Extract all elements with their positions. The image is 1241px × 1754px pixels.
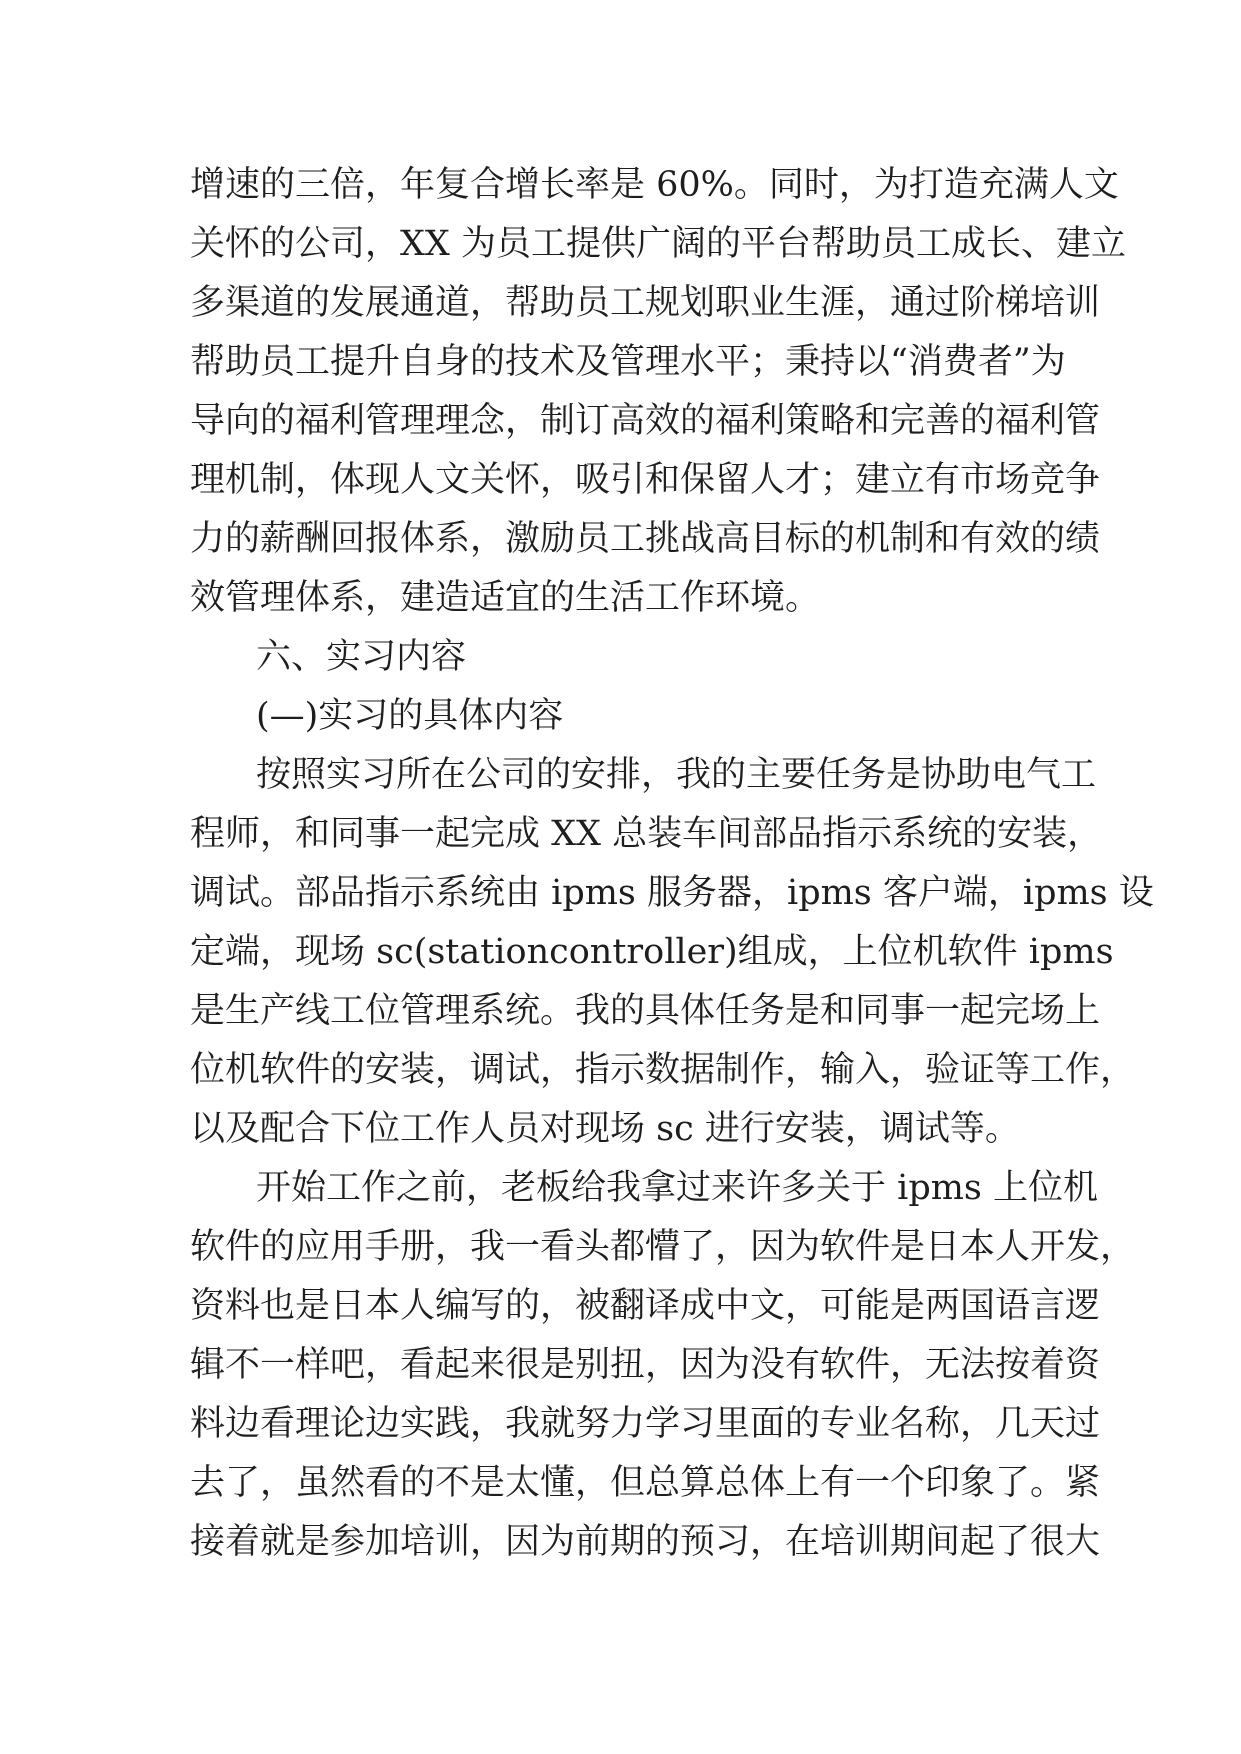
text-line: 增速的三倍，年复合增长率是 60%。同时，为打造充满人文: [190, 165, 1119, 205]
paragraph-task: [190, 746, 1154, 1159]
text-line: 资料也是日本人编写的，被翻译成中文，可能是两国语言逻: [190, 1286, 1101, 1326]
text-line: 辑不一样吧，看起来很是别扭，因为没有软件，无法按着资: [190, 1345, 1101, 1385]
text-line: 理机制，体现人文关怀，吸引和保留人才；建立有市场竞争: [190, 460, 1101, 500]
text-line: 是生产线工位管理系统。我的具体任务是和同事一起完场上: [190, 991, 1101, 1031]
text-line: 开始工作之前，老板给我拿过来许多关于 ipms 上位机: [256, 1168, 1099, 1208]
text-line: 关怀的公司，XX 为员工提供广阔的平台帮助员工成长、建立: [190, 224, 1126, 264]
text-line: 按照实习所在公司的安排，我的主要任务是协助电气工: [256, 755, 1097, 795]
text-line: 软件的应用手册，我一看头都懵了，因为软件是日本人开发，: [190, 1227, 1136, 1267]
subsection-heading: (—)实习的具体内容: [256, 696, 564, 736]
text-line: 力的薪酬回报体系，激励员工挑战高目标的机制和有效的绩: [190, 519, 1101, 559]
text-line: 接着就是参加培训，因为前期的预习，在培训期间起了很大: [190, 1522, 1101, 1562]
text-line: 多渠道的发展通道，帮助员工规划职业生涯，通过阶梯培训: [190, 283, 1101, 323]
text-line: 以及配合下位工作人员对现场 sc 进行安装，调试等。: [190, 1109, 1020, 1149]
paragraph-experience: [190, 1159, 1136, 1572]
text-line: 料边看理论边实践，我就努力学习里面的专业名称，几天过: [190, 1404, 1101, 1444]
paragraph-intro: [190, 156, 1126, 628]
text-line: 位机软件的安装，调试，指示数据制作，输入，验证等工作，: [190, 1050, 1136, 1090]
text-line: 效管理体系，建造适宜的生活工作环境。: [190, 578, 821, 618]
text-line: 帮助员工提升自身的技术及管理水平；秉持以“消费者”为: [190, 342, 1066, 382]
text-line: 导向的福利管理理念，制订高效的福利策略和完善的福利管: [190, 401, 1101, 441]
document-body: [190, 156, 1154, 1572]
text-line: 去了，虽然看的不是太懂，但总算总体上有一个印象了。紧: [190, 1463, 1101, 1503]
section-heading: 六、实习内容: [256, 637, 467, 677]
text-line: 程师，和同事一起完成 XX 总装车间部品指示系统的安装，: [190, 814, 1103, 854]
text-line: 调试。部品指示系统由 ipms 服务器，ipms 客户端，ipms 设: [190, 873, 1154, 913]
text-line: 定端，现场 sc(stationcontroller)组成，上位机软件 ipms: [190, 932, 1114, 972]
